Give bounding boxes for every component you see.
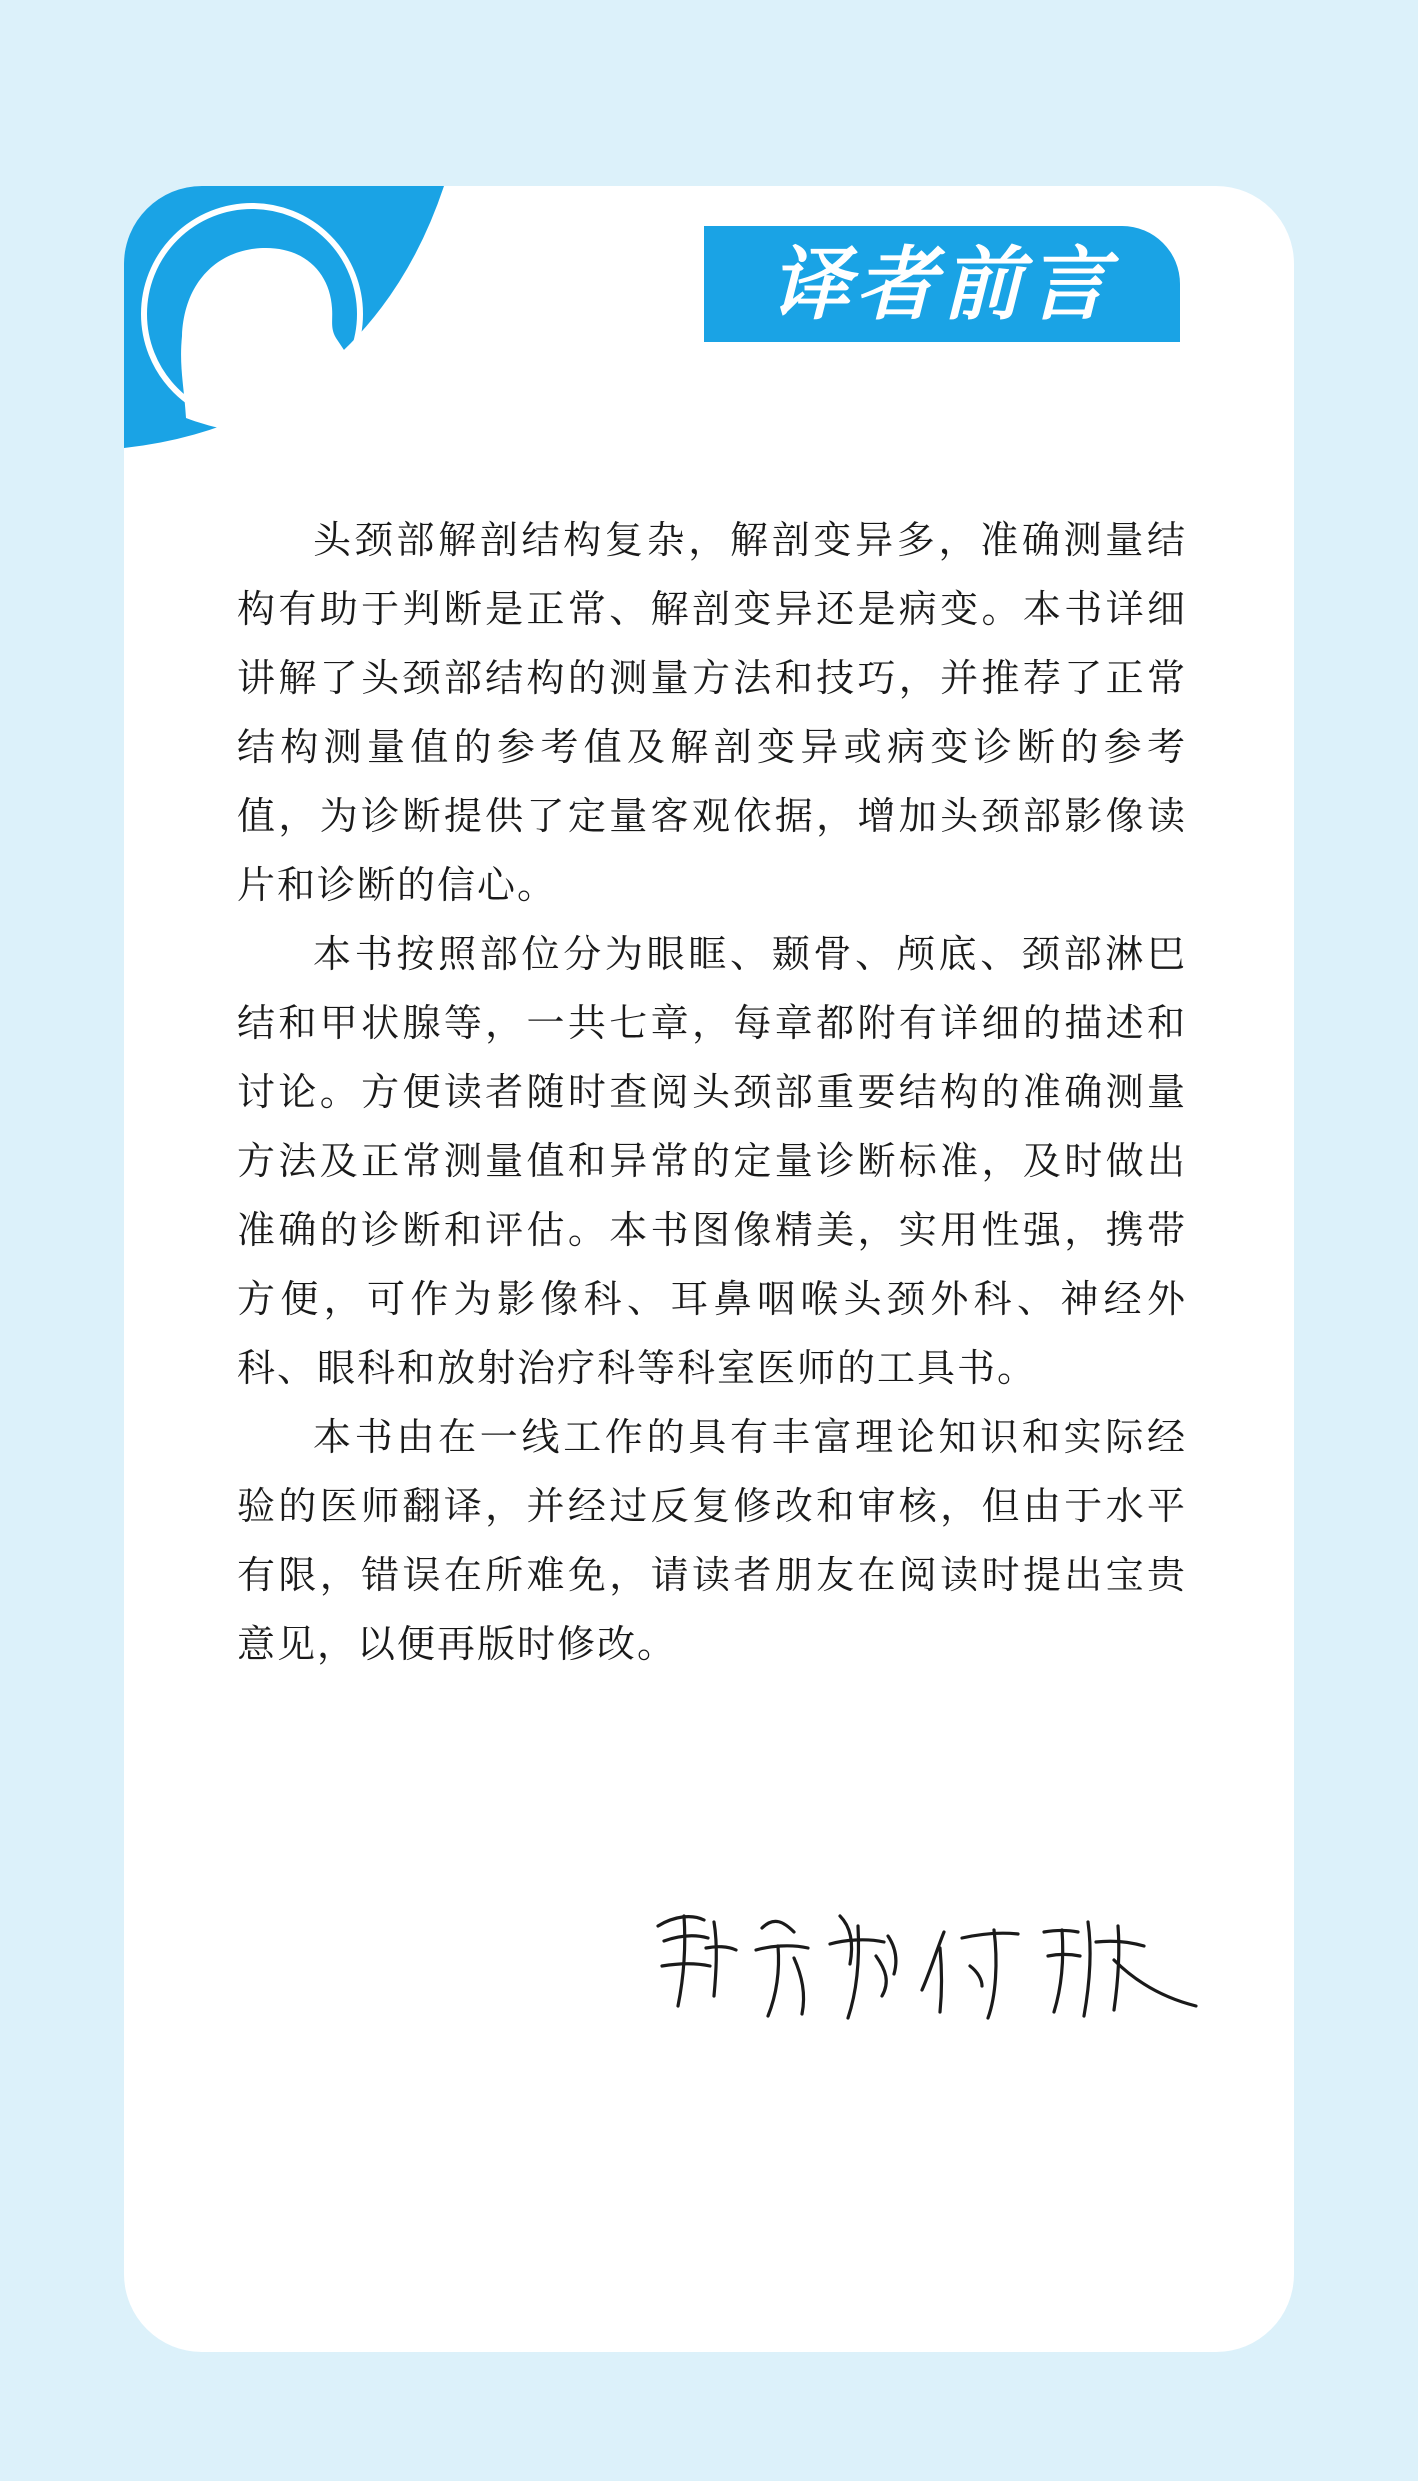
preface-body xyxy=(237,506,1187,1679)
paragraph: 本书由在一线工作的具有丰富理论知识和实际经验的医师翻译，并经过反复修改和审核，但由于水平有限，错误在所难免，请读者朋友在阅读时提出宝贵意见，以便再版时修改。 xyxy=(237,1415,1187,1666)
page-title: 译者前言 xyxy=(770,237,1114,331)
page-card xyxy=(124,186,1294,2352)
head-silhouette-icon xyxy=(124,186,454,456)
paragraph: 头颈部解剖结构复杂，解剖变异多，准确测量结构有助于判断是正常、解剖变异还是病变。本书详细讲解了头颈部结构的测量方法和技巧，并推荐了正常结构测量值的参考值及解剖变异或病变诊断的参考值，为诊断提供了定量客观依据，增加头颈部影像读片和诊断的信心。 xyxy=(237,518,1187,907)
handwritten-signature xyxy=(644,1886,1204,2046)
paragraph: 本书按照部位分为眼眶、颞骨、颅底、颈部淋巴结和甲状腺等，一共七章，每章都附有详细的描述和讨论。方便读者随时查阅头颈部重要结构的准确测量方法及正常测量值和异常的定量诊断标准，及时做出准确的诊断和评估。本书图像精美，实用性强，携带方便，可作为影像科、耳鼻咽喉头颈外科、神经外科、眼科和放射治疗科等科室医师的工具书。 xyxy=(237,932,1187,1390)
title-banner xyxy=(704,226,1180,342)
